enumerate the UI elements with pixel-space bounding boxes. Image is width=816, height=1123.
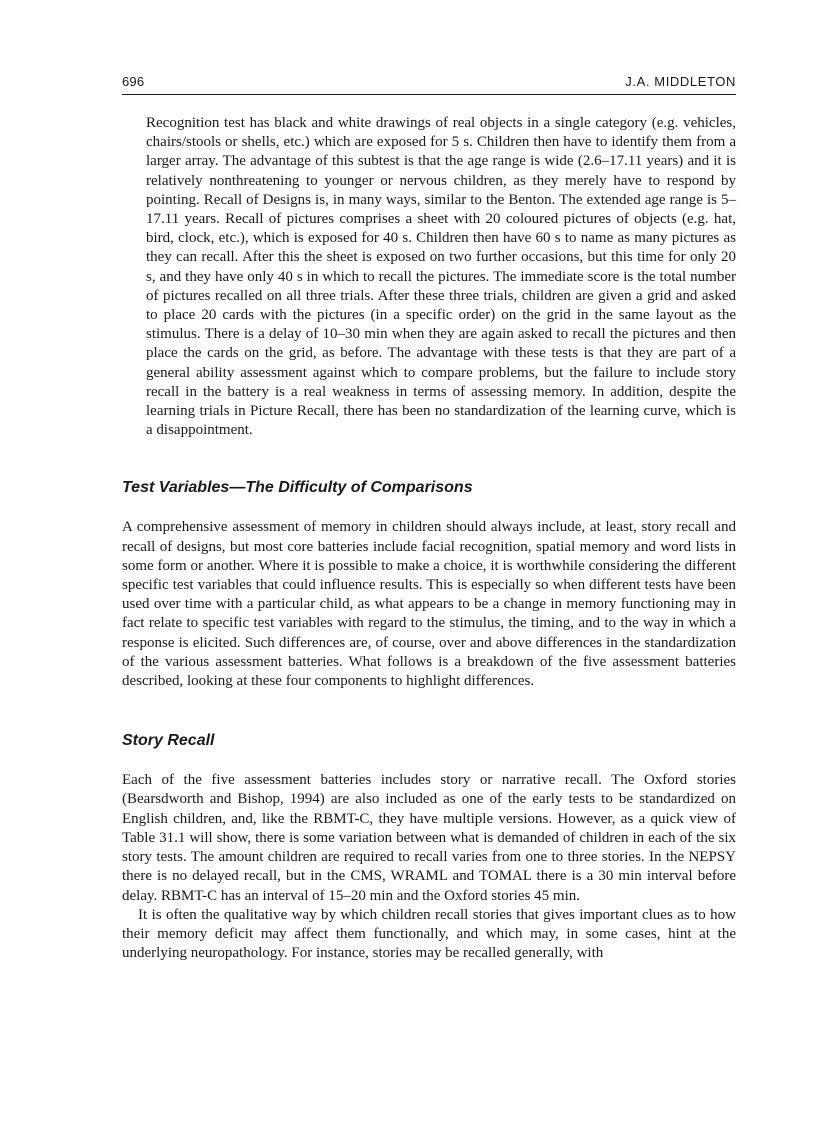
running-head	[122, 74, 736, 95]
page	[122, 74, 736, 963]
section-heading-test-variables: Test Variables—The Difficulty of Comparisons	[122, 479, 473, 497]
extract-paragraph: Recognition test has black and white drawings of real objects in a single category (e.g. vehicles, chairs/stools or shells, etc.) which are exposed for 5 s. Children then have to identify them from a larger array. The advantage of this subtest is that the age range is wide (2.6–17.11 years) and it is relatively nonthreatening to younger or nervous children, as they merely have to respond by pointing. Recall of Designs is, in many ways, similar to the Benton. The extended age range is 5–17.11 years. Recall of pictures comprises a sheet with 20 coloured pictures of objects (e.g. hat, bird, clock, etc.), which is exposed for 40 s. Children then have 60 s to name as many pictures as they can recall. After this the sheet is exposed on two further occasions, but this time for only 20 s, and they have only 40 s in which to recall the pictures. The immediate score is the total number of pictures recalled on all three trials. After these three trials, children are given a grid and asked to place 20 cards with the pictures (in a specific order) on the grid in the same layout as the stimulus. There is a delay of 10–30 min when they are again asked to recall the pictures and then place the cards on the grid, as before. The advantage with these tests is that they are part of a general ability assessment against which to compare problems, but the failure to include story recall in the battery is a real weakness in terms of assessing memory. In addition, despite the learning trials in Picture Recall, there has been no standardization of the learning curve, which is a disappointment.	[146, 115, 736, 439]
running-head-author: J.A. MIDDLETON	[625, 74, 736, 89]
section-heading-story-recall: Story Recall	[122, 732, 215, 750]
story-recall-paragraph-2: It is often the qualitative way by which children recall stories that gives important clues as to how their memory deficit may affect them functionally, and which may, in some cases, hint at the underlying neuropathology. For instance, stories may be recalled generally, with	[122, 906, 736, 962]
page-number: 696	[122, 74, 145, 89]
test-variables-paragraph: A comprehensive assessment of memory in children should always include, at least, story recall and recall of designs, but most core batteries include facial recognition, spatial memory and word lists in some form or another. Where it is possible to make a choice, it is worthwhile considering the different specific test variables that could influence results. This is especially so when different tests have been used over time with a particular child, as what appears to be a change in memory functioning may in fact relate to specific test variables with regard to the stimulus, the timing, and to the way in which a response is elicited. Such differences are, of course, over and above differences in the standardization of the various assessment batteries. What follows is a breakdown of the five assessment batteries described, looking at these four components to highlight differences.	[122, 519, 736, 690]
story-recall-paragraph-1: Each of the five assessment batteries includes story or narrative recall. The Oxford stories (Bearsdworth and Bishop, 1994) are also included as one of the early tests to be standardized on English children, and, like the RBMT-C, they have multiple versions. However, as a quick view of Table 31.1 will show, there is some variation between what is demanded of children in each of the six story tests. The amount children are required to recall varies from one to three stories. In the NEPSY there is no delayed recall, but in the CMS, WRAML and TOMAL there is a 30 min interval before delay. RBMT-C has an interval of 15–20 min and the Oxford stories 45 min.	[122, 772, 736, 904]
